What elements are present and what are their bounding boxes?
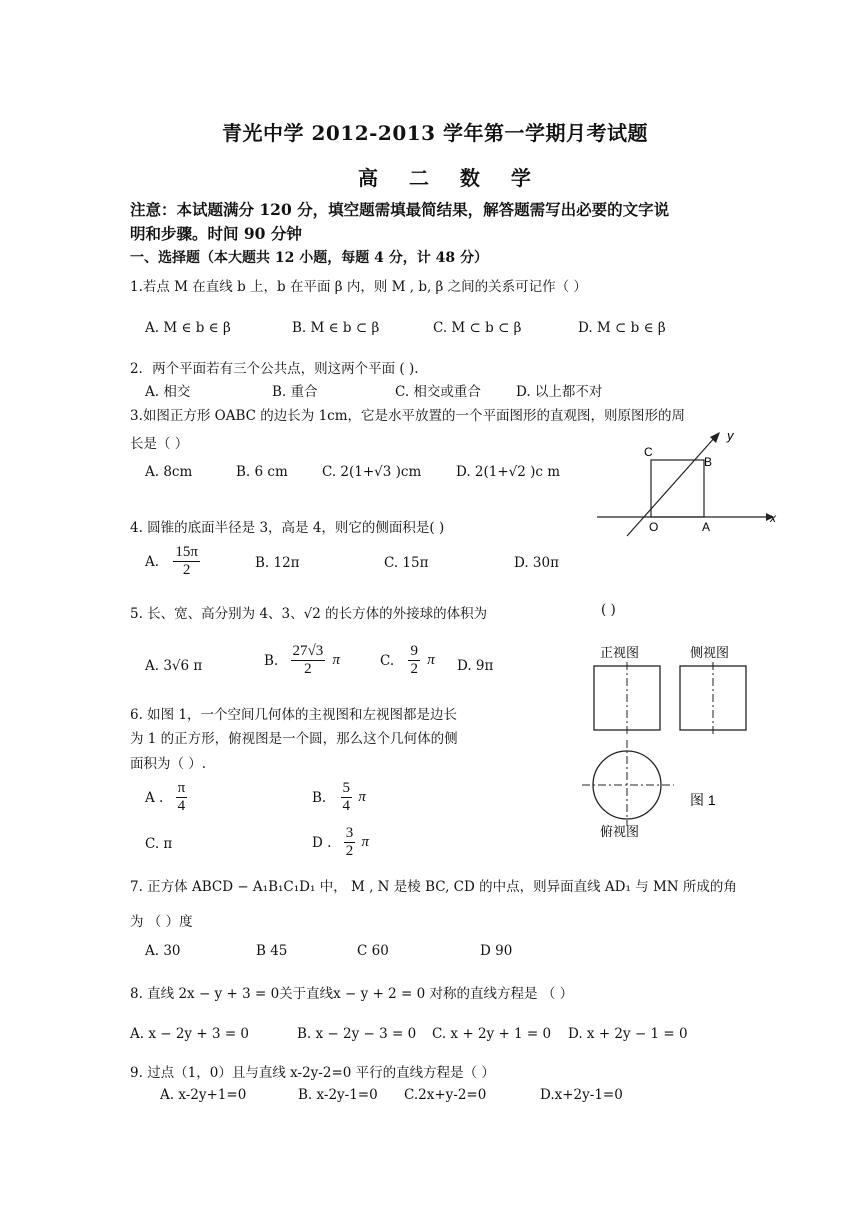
label-x: x: [770, 511, 776, 525]
question-4-stem: 4. 圆锥的底面半径是 3，高是 4，则它的侧面积是( ): [130, 520, 445, 536]
question-3-option-d: D. 2(1+√2 )c m: [456, 464, 561, 480]
question-2-option-b: B. 重合: [272, 384, 318, 400]
side-view-label: 侧视图: [690, 645, 730, 660]
option-d-fraction: [344, 825, 356, 861]
option-b-label: B.: [312, 789, 327, 806]
question-8-option-b: B. x − 2y − 3 = 0: [297, 1026, 417, 1042]
question-3-option-c: C. 2(1+√3 )cm: [322, 464, 422, 480]
question-5-option-a: A. 3√6 π: [145, 658, 203, 674]
label-a: A: [702, 520, 711, 534]
question-6-stem-line-2: 为 1 的正方形，俯视图是一个圆，那么这个几何体的侧: [130, 731, 458, 747]
fraction-numerator: 5: [341, 780, 353, 798]
question-6-option-a: [145, 780, 187, 816]
notice-line-2: 明和步骤。时间 90 分钟: [130, 224, 302, 243]
option-a-fraction: [173, 544, 200, 580]
question-5-option-c: [380, 643, 435, 679]
question-6-stem-line-1: 6. 如图 1，一个空间几何体的主视图和左视图都是边长: [130, 707, 458, 723]
option-c-pi: π: [427, 652, 435, 669]
fraction-denominator: 2: [182, 562, 191, 579]
question-8-option-d: D. x + 2y − 1 = 0: [568, 1026, 688, 1042]
option-b-fraction: [291, 643, 326, 679]
question-4-option-d: D. 30π: [514, 555, 559, 571]
fraction-numerator: π: [176, 780, 188, 798]
fraction-denominator: 2: [345, 843, 354, 860]
question-2-stem: 2．两个平面若有三个公共点，则这两个平面 ( ).: [130, 361, 419, 377]
option-b-fraction: [341, 780, 353, 816]
question-5-option-b: [264, 643, 340, 679]
option-a-label: A.: [145, 553, 160, 570]
question-5-option-d: D. 9π: [457, 658, 494, 674]
question-7-option-b: B 45: [256, 943, 288, 959]
question-3-figure: [592, 424, 788, 542]
question-9-option-b: B. x-2y-1=0: [298, 1087, 378, 1103]
option-c-fraction: [408, 643, 420, 679]
question-5-paren: ( ): [601, 602, 616, 618]
question-1-option-a: A. M ∈ b ∈ β: [145, 320, 231, 336]
option-b-label: B.: [264, 652, 279, 669]
question-7-stem-line-2: 为 （ ）度: [130, 914, 193, 930]
question-1-stem: 1.若点 M 在直线 b 上，b 在平面 β 内，则 M , b, β 之间的关系可记作（ ）: [130, 279, 587, 295]
question-1-option-d: D. M ⊂ b ∈ β: [578, 320, 666, 336]
question-5-stem: 5. 长、宽、高分别为 4、3、√2 的长方体的外接球的体积为: [130, 606, 488, 622]
fraction-numerator: 15π: [173, 544, 200, 562]
option-a-fraction: [176, 780, 188, 816]
question-6-option-d: [312, 825, 369, 861]
fraction-denominator: 2: [410, 661, 418, 678]
front-view-label: 正视图: [600, 645, 640, 660]
exam-subtitle: 高 二 数 学: [358, 166, 543, 190]
option-c-label: C.: [380, 652, 395, 669]
option-b-pi: π: [358, 789, 366, 806]
fraction-denominator: 2: [304, 661, 312, 678]
question-3-stem-line-2: 长是（ ）: [130, 436, 189, 452]
question-2-option-c: C. 相交或重合: [395, 384, 481, 400]
question-2-option-a: A. 相交: [145, 384, 191, 400]
fraction-numerator: 27√3: [291, 643, 326, 661]
notice-line-1: 注意：本试题满分 120 分，填空题需填最简结果，解答题需写出必要的文字说: [130, 200, 670, 219]
question-7-option-d: D 90: [480, 943, 513, 959]
option-a-label: A .: [145, 789, 164, 806]
figure-caption: 图 1: [690, 792, 716, 808]
fraction-denominator: 4: [177, 798, 186, 815]
question-9-option-a: A. x-2y+1=0: [160, 1087, 247, 1103]
label-y: y: [727, 428, 734, 443]
question-8-option-a: A. x − 2y + 3 = 0: [130, 1026, 250, 1042]
label-c: C: [644, 445, 653, 459]
fraction-denominator: 4: [342, 798, 351, 815]
exam-title: 青光中学 2012-2013 学年第一学期月考试题: [222, 121, 649, 145]
option-d-pi: π: [361, 834, 370, 851]
question-6-option-b: [312, 780, 366, 816]
question-9-option-d: D.x+2y-1=0: [540, 1087, 623, 1103]
question-8-stem: 8. 直线 2x − y + 3 = 0关于直线x − y + 2 = 0 对称的直线方程是 （ ）: [130, 986, 574, 1002]
section-heading: 一、选择题（本大题共 12 小题，每题 4 分，计 48 分）: [130, 250, 488, 266]
question-4-option-a: [145, 544, 200, 580]
question-7-option-c: C 60: [357, 943, 389, 959]
question-2-option-d: D. 以上都不对: [516, 384, 603, 400]
fraction-numerator: 9: [408, 643, 420, 661]
question-3-stem-line-1: 3.如图正方形 OABC 的边长为 1cm，它是水平放置的一个平面图形的直观图，则原图形的周: [130, 408, 686, 424]
top-view-label: 俯视图: [600, 824, 640, 839]
question-3-option-b: B. 6 cm: [236, 464, 288, 480]
square-oabc: [651, 460, 704, 517]
question-1-option-c: C. M ⊂ b ⊂ β: [433, 320, 522, 336]
fraction-numerator: 3: [344, 825, 356, 843]
question-9-stem: 9. 过点（1，0）且与直线 x-2y-2=0 平行的直线方程是（ ）: [130, 1065, 495, 1081]
question-8-option-c: C. x + 2y + 1 = 0: [432, 1026, 552, 1042]
question-7-stem-line-1: 7. 正方体 ABCD − A₁B₁C₁D₁ 中， M , N 是棱 BC, CD 的中点，则异面直线 AD₁ 与 MN 所成的角: [130, 879, 737, 895]
label-b: B: [704, 455, 713, 469]
question-4-option-c: C. 15π: [384, 555, 429, 571]
question-6-figure: [578, 640, 778, 840]
question-9-option-c: C.2x+y-2=0: [404, 1087, 487, 1103]
question-6-option-c: C. π: [145, 836, 173, 852]
question-6-stem-line-3: 面积为（ ）.: [130, 756, 207, 772]
option-d-label: D .: [312, 834, 332, 851]
question-4-option-b: B. 12π: [255, 555, 300, 571]
question-1-option-b: B. M ∈ b ⊂ β: [292, 320, 380, 336]
label-o: O: [649, 520, 659, 534]
question-7-option-a: A. 30: [145, 943, 181, 959]
option-b-pi: π: [332, 652, 341, 669]
question-3-option-a: A. 8cm: [145, 464, 193, 480]
